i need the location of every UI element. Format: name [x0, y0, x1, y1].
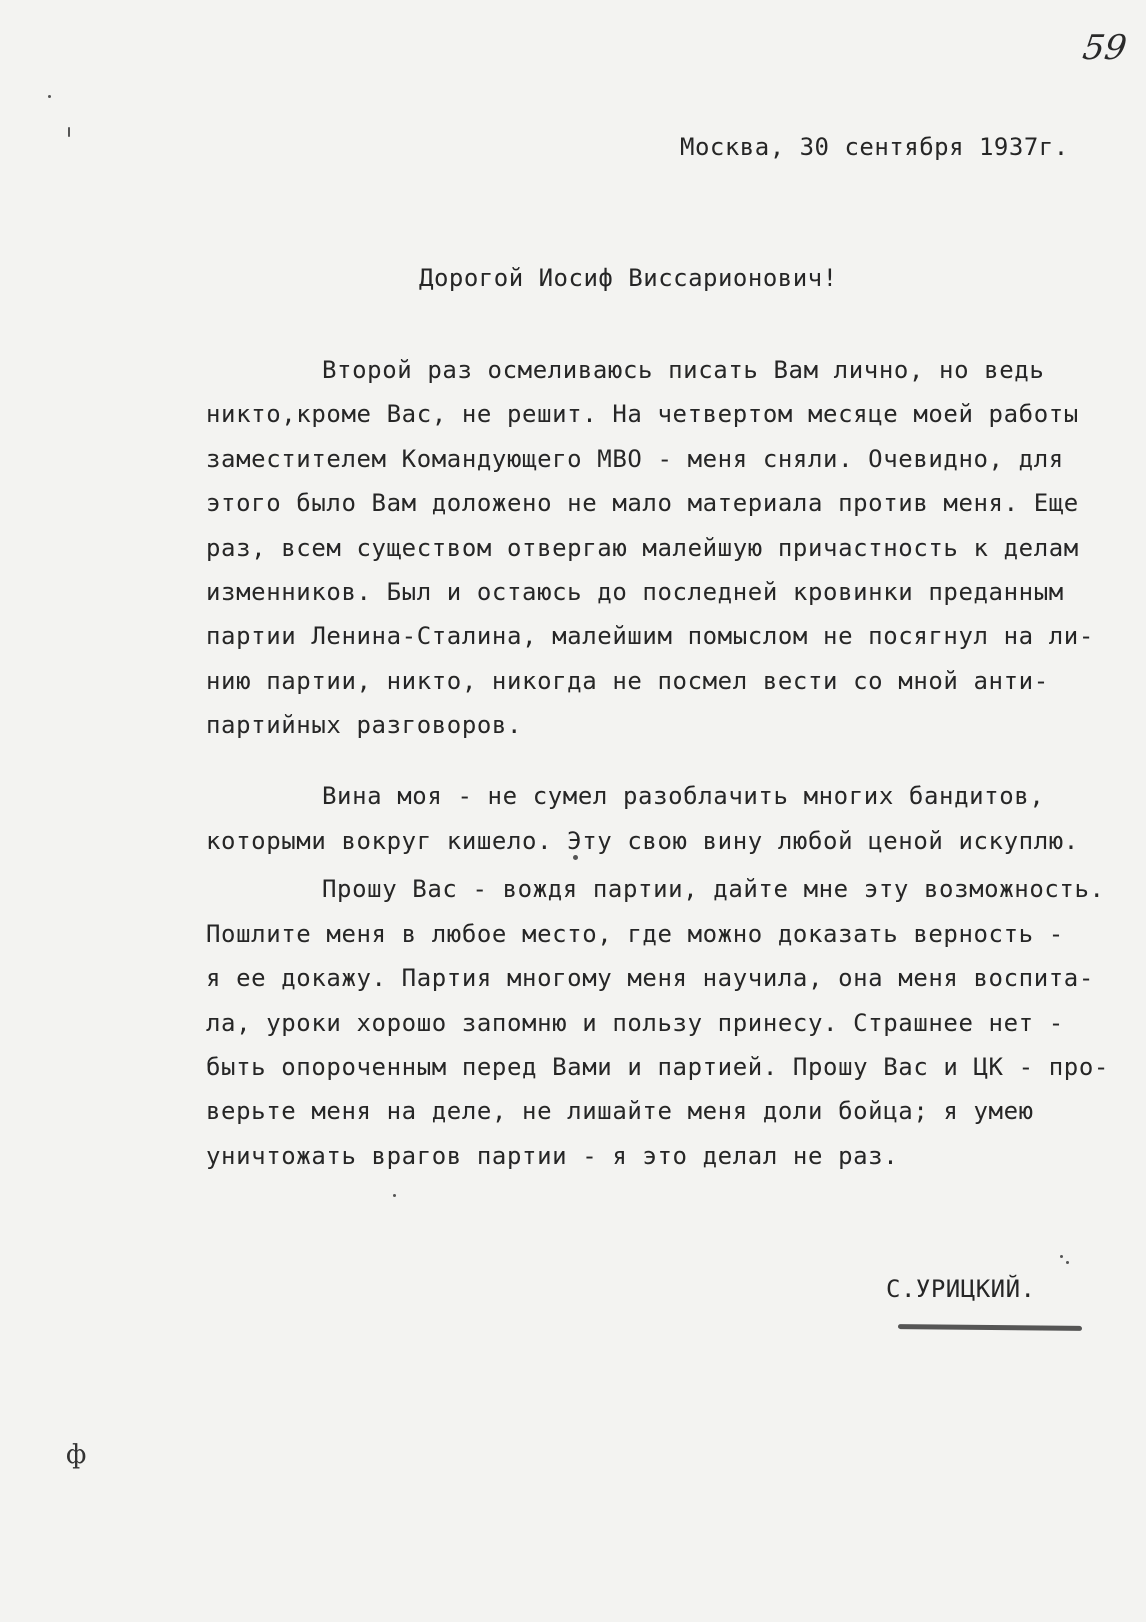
paper-speck — [48, 95, 51, 98]
body-line: Второй раз осмеливаюсь писать Вам лично, но ведь — [322, 356, 1045, 384]
date-line: Москва, 30 сентября 1937г. — [680, 133, 1069, 161]
paper-speck — [68, 127, 70, 137]
paper-speck — [1060, 1255, 1063, 1258]
paper-speck — [1066, 1261, 1069, 1264]
margin-mark: ф — [66, 1440, 87, 1470]
signature: С.УРИЦКИЙ. — [886, 1275, 1036, 1303]
body-line: быть опороченным перед Вами и партией. Прошу Вас и ЦК - про- — [206, 1053, 1109, 1081]
paper-speck — [393, 1194, 396, 1197]
body-line: партии Ленина-Сталина, малейшим помыслом не посягнул на ли- — [206, 622, 1094, 650]
body-line: никто,кроме Вас, не решит. На четвертом месяце моей работы — [206, 400, 1079, 428]
body-line: этого было Вам доложено не мало материала против меня. Еще — [206, 489, 1079, 517]
body-line: раз, всем существом отвергаю малейшую причастность к делам — [206, 534, 1079, 562]
paper-speck — [573, 855, 578, 860]
body-line: ла, уроки хорошо запомню и пользу принесу. Страшнее нет - — [206, 1009, 1064, 1037]
body-line: уничтожать врагов партии - я это делал не раз. — [206, 1142, 899, 1170]
body-line: верьте меня на деле, не лишайте меня доли бойца; я умею — [206, 1097, 1034, 1125]
body-line: нию партии, никто, никогда не посмел вести со мной анти- — [206, 667, 1049, 695]
salutation: Дорогой Иосиф Виссарионович! — [419, 264, 838, 292]
body-line: партийных разговоров. — [206, 711, 523, 739]
body-line: я ее докажу. Партия многому меня научила, она меня воспита- — [206, 964, 1094, 992]
body-line: которыми вокруг кишело. Эту свою вину любой ценой искуплю. — [206, 827, 1079, 855]
body-line: Пошлите меня в любое место, где можно доказать верность - — [206, 920, 1064, 948]
signature-underline — [898, 1324, 1082, 1331]
body-line: Прошу Вас - вождя партии, дайте мне эту возможность. — [322, 875, 1105, 903]
body-line: изменников. Был и остаюсь до последней кровинки преданным — [206, 578, 1064, 606]
body-line: заместителем Командующего МВО - меня сняли. Очевидно, для — [206, 445, 1064, 473]
body-line: Вина моя - не сумел разоблачить многих бандитов, — [322, 782, 1045, 810]
handwritten-page-number: 59 — [1080, 28, 1130, 68]
